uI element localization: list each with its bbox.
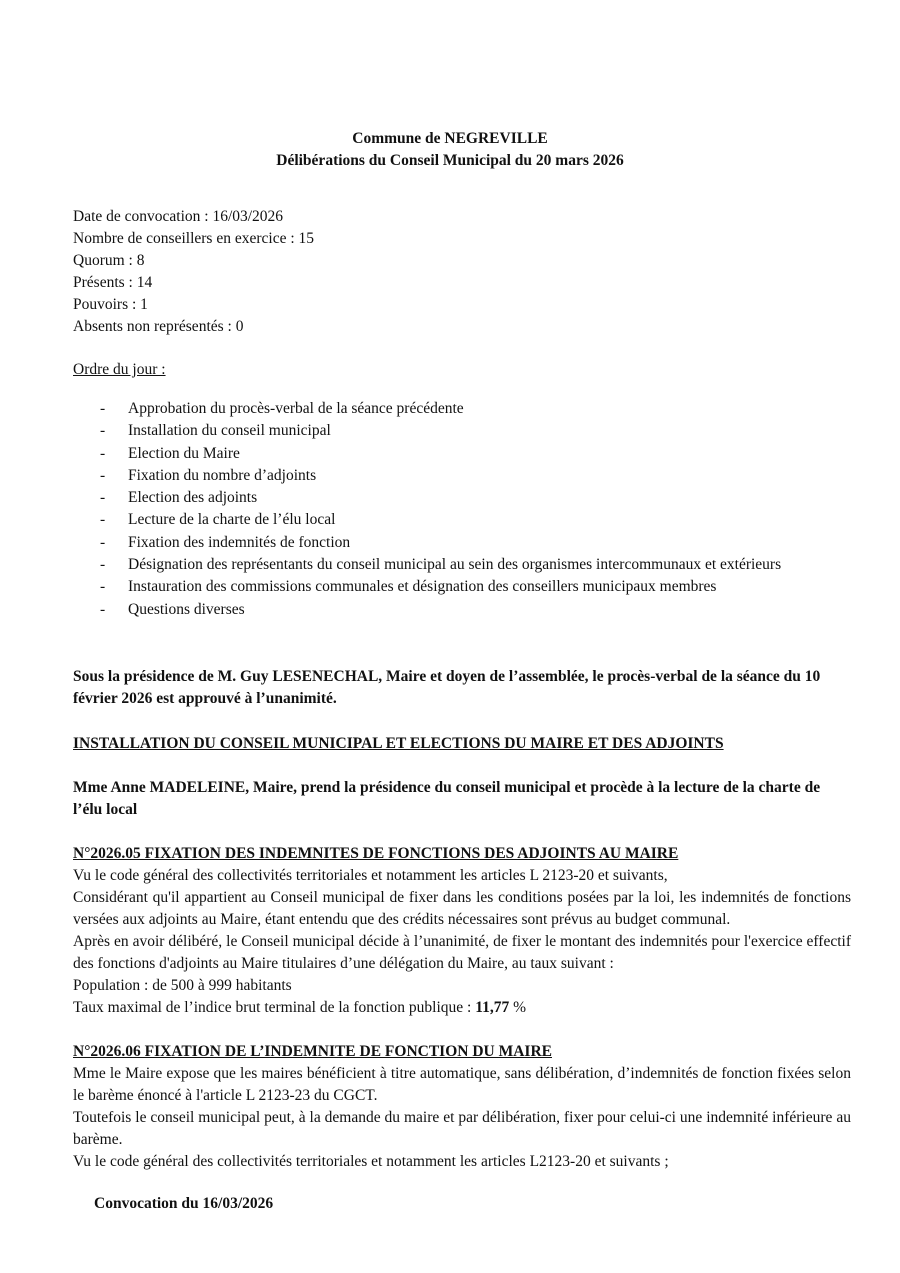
info-line: Présents : 14: [73, 274, 153, 291]
installation-text: Mme Anne MADELEINE, Maire, prend la présidence du conseil municipal et procède à la lecture de la charte de l’élu local: [73, 779, 821, 818]
rate-line: Taux maximal de l’indice brut terminal de la fonction publique : 11,77 %: [73, 999, 527, 1016]
paragraph: Population : de 500 à 999 habitants: [73, 977, 292, 994]
deliberation-2026-05: [73, 843, 851, 1019]
agenda-item: - Questions diverses: [100, 600, 245, 618]
deliberation-heading: N°2026.06 FIXATION DE L’INDEMNITE DE FONCTION DU MAIRE: [73, 1043, 552, 1060]
document-header: [0, 128, 900, 172]
agenda-list: [100, 398, 781, 621]
paragraph: Vu le code général des collectivités territoriales et notamment les articles L2123-20 et suivants ;: [73, 1153, 669, 1170]
agenda-item: - Installation du conseil municipal: [100, 422, 331, 440]
section-heading-installation: INSTALLATION DU CONSEIL MUNICIPAL ET ELECTIONS DU MAIRE ET DES ADJOINTS: [73, 735, 724, 752]
session-info: [73, 206, 314, 338]
agenda-item: - Instauration des commissions communales et désignation des conseillers municipaux membres: [100, 578, 717, 596]
presidence-statement: Sous la présidence de M. Guy LESENECHAL, Maire et doyen de l’assemblée, le procès-verbal de la séance du 10 février 2026 est approuvé à l’unanimité.: [73, 668, 821, 707]
agenda-item: - Election des adjoints: [100, 489, 258, 507]
agenda-item: - Election du Maire: [100, 444, 240, 462]
paragraph: Vu le code général des collectivités territoriales et notamment les articles L 2123-20 et suivants,: [73, 867, 668, 884]
agenda-item: - Désignation des représentants du conseil municipal au sein des organismes intercommunaux et extérieurs: [100, 556, 782, 574]
info-line: Quorum : 8: [73, 252, 145, 269]
agenda-item: - Fixation du nombre d’adjoints: [100, 466, 317, 484]
rate-value: 11,77: [475, 999, 510, 1016]
deliberation-heading: N°2026.05 FIXATION DES INDEMNITES DE FONCTIONS DES ADJOINTS AU MAIRE: [73, 845, 679, 862]
deliberation-2026-06: [73, 1041, 851, 1173]
info-line: Date de convocation : 16/03/2026: [73, 208, 284, 225]
info-line: Absents non représentés : 0: [73, 318, 244, 335]
paragraph: Après en avoir délibéré, le Conseil municipal décide à l’unanimité, de fixer le montant des indemnités pour l'exercice effectif des fonctions d'adjoints au Maire titulaires d’une délégation du Maire, au taux suivant :: [73, 933, 851, 972]
paragraph: Toutefois le conseil municipal peut, à la demande du maire et par délibération, fixer pour celui-ci une indemnité inférieure au barème.: [73, 1109, 851, 1148]
agenda-item: - Fixation des indemnités de fonction: [100, 533, 351, 551]
info-line: Nombre de conseillers en exercice : 15: [73, 230, 315, 247]
footer-convocation: Convocation du 16/03/2026: [94, 1195, 274, 1212]
document-title: Délibérations du Conseil Municipal du 20 mars 2026: [276, 152, 624, 169]
info-line: Pouvoirs : 1: [73, 296, 148, 313]
commune-name: Commune de NEGREVILLE: [352, 130, 548, 147]
paragraph: Considérant qu'il appartient au Conseil municipal de fixer dans les conditions posées par la loi, les indemnités de fonctions versées aux adjoints au Maire, étant entendu que des crédits nécessaires sont prévus au budget communal.: [73, 889, 851, 928]
agenda-title: Ordre du jour :: [73, 361, 166, 378]
agenda-item: - Approbation du procès-verbal de la séance précédente: [100, 400, 464, 417]
agenda-item: - Lecture de la charte de l’élu local: [100, 511, 336, 529]
paragraph: Mme le Maire expose que les maires bénéficient à titre automatique, sans délibération, d’indemnités de fonction fixées selon le barème énoncé à l'article L 2123-23 du CGCT.: [73, 1065, 851, 1104]
